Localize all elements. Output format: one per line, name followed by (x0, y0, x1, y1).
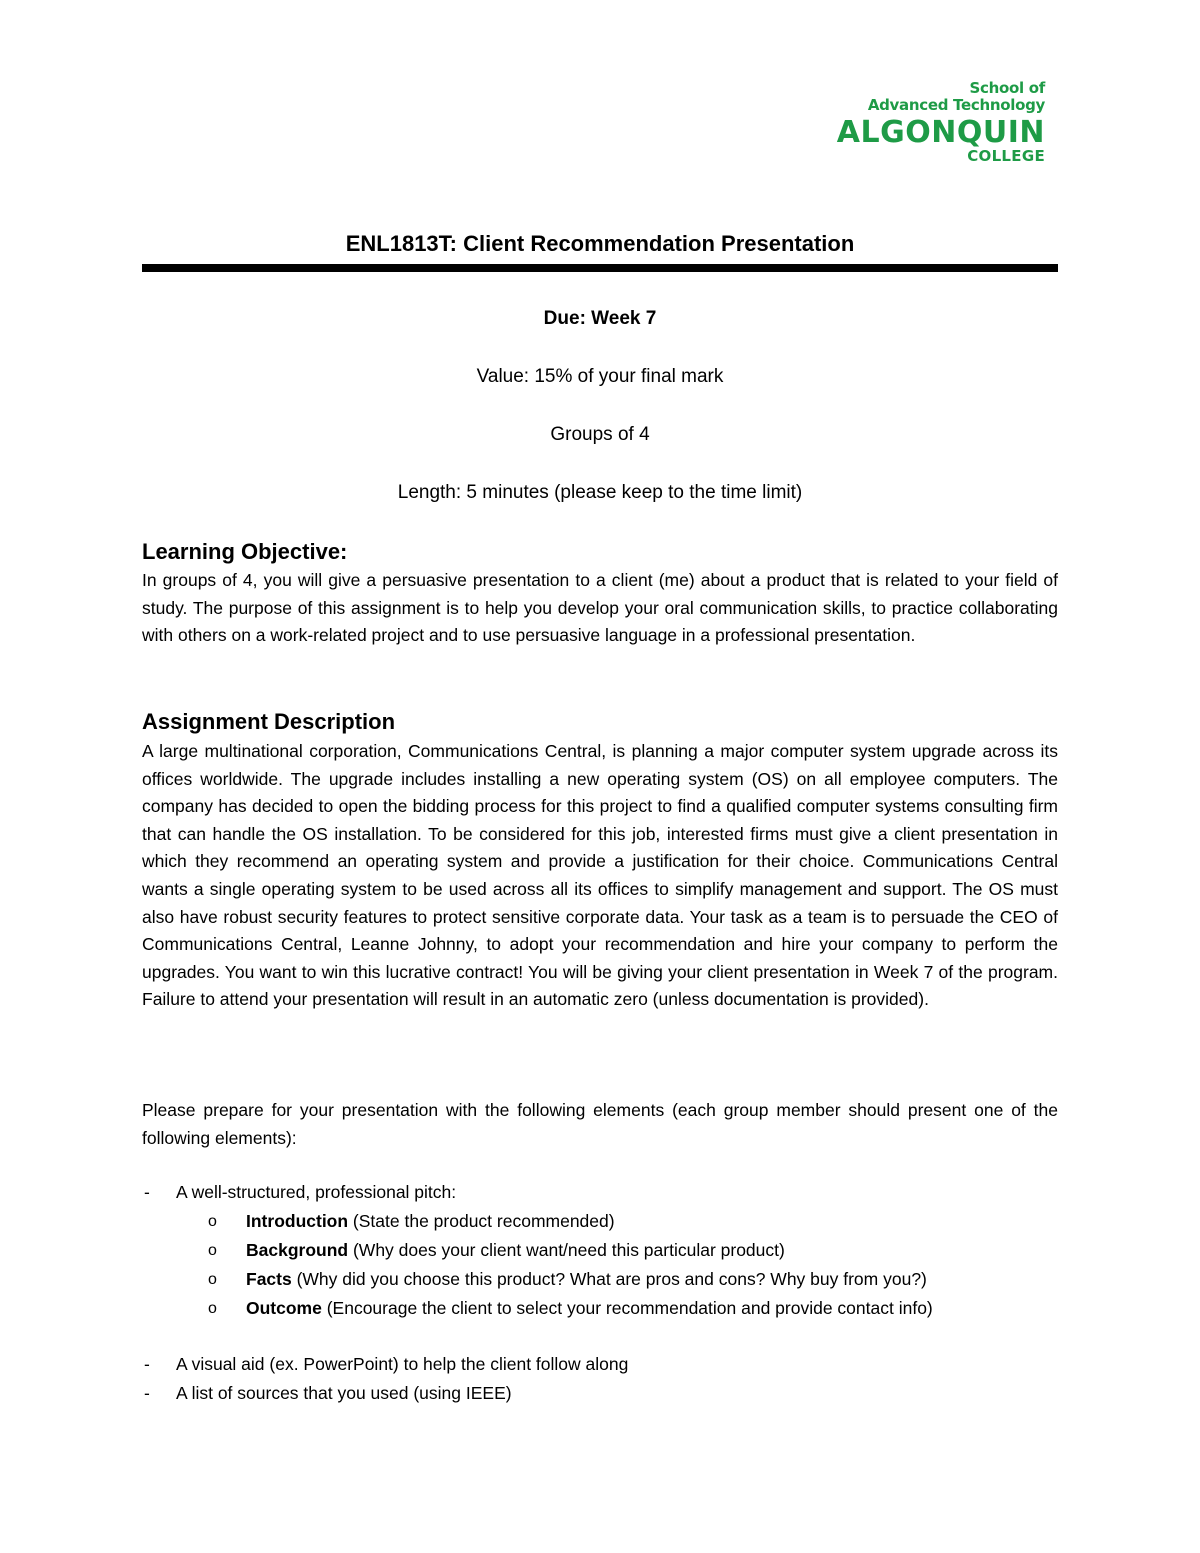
sub-item-desc: (Encourage the client to select your recommendation and provide contact info) (321, 1298, 933, 1318)
sub-list-item (176, 1265, 1058, 1294)
length-info: Length: 5 minutes (please keep to the time limit) (397, 482, 803, 503)
logo-advanced-technology: Advanced Technology (867, 96, 1045, 114)
sub-item-term: Background (246, 1240, 349, 1260)
logo-school-of: School of (969, 79, 1045, 97)
algonquin-college-logo (837, 80, 1045, 164)
title-divider (142, 264, 1058, 272)
learning-objective-heading: Learning Objective: (142, 539, 348, 564)
pitch-sub-list (176, 1207, 1058, 1323)
bullet-icon: o (208, 1242, 217, 1259)
list-item (142, 1350, 1058, 1379)
sub-list-item (176, 1236, 1058, 1265)
logo-algonquin: ALGONQUIN (836, 115, 1045, 150)
prepare-instructions: Please prepare for your presentation with the following elements (each group member should present one of the following elements): (142, 1100, 1058, 1148)
sub-item-desc: (Why does your client want/need this particular product) (348, 1240, 785, 1260)
group-size: Groups of 4 (550, 424, 650, 445)
sub-item-term: Outcome (246, 1298, 322, 1318)
assignment-description-heading: Assignment Description (142, 709, 396, 734)
list-item (142, 1178, 1058, 1323)
learning-objective-body: In groups of 4, you will give a persuasive presentation to a client (me) about a product that is related to your field of study. The purpose of this assignment is to help you develop your oral communication skills, to practice collaborating with others on a work-related project and to use persuasive language in a professional presentation. (142, 570, 1058, 646)
dash-marker: - (144, 1182, 150, 1202)
dash-marker: - (144, 1383, 150, 1403)
bullet-icon: o (208, 1271, 217, 1288)
bullet-icon: o (208, 1300, 217, 1317)
sub-item-term: Introduction (246, 1211, 349, 1231)
sub-list-item (176, 1207, 1058, 1236)
pitch-item: A well-structured, professional pitch: (176, 1182, 457, 1202)
logo-college: COLLEGE (967, 147, 1045, 165)
due-date: Due: Week 7 (543, 308, 657, 329)
document-title: ENL1813T: Client Recommendation Presentation (345, 231, 855, 256)
list-item (142, 1379, 1058, 1408)
value-info: Value: 15% of your final mark (476, 366, 724, 387)
bullet-icon: o (208, 1213, 217, 1230)
sub-item-term: Facts (246, 1269, 292, 1289)
assignment-description-body: A large multinational corporation, Communications Central, is planning a major computer system upgrade across its offices worldwide. The upgrade includes installing a new operating system (OS) on all employee computers. The company has decided to open the bidding process for this project to find a qualified computer systems consulting firm that can handle the OS installation. To be considered for this job, interested firms must give a client presentation in which they recommend an operating system and provide a justification for their choice. Communications Central wants a single operating system to be used across all its offices to simplify management and support. The OS must also have robust security features to protect sensitive corporate data. Your task as a team is to persuade the CEO of Communications Central, Leanne Johnny, to adopt your recommendation and hire your company to perform the upgrades. You want to win this lucrative contract! You will be giving your client presentation in Week 7 of the program. Failure to attend your presentation will result in an automatic zero (unless documentation is provided). (142, 741, 1058, 1010)
dash-marker: - (144, 1354, 150, 1374)
sub-item-desc: (Why did you choose this product? What are pros and cons? Why buy from you?) (291, 1269, 927, 1289)
elements-list-continued (142, 1350, 1058, 1408)
visual-aid-item: A visual aid (ex. PowerPoint) to help the client follow along (176, 1354, 629, 1374)
sub-list-item (176, 1294, 1058, 1323)
elements-list (142, 1178, 1058, 1323)
sources-item: A list of sources that you used (using IEEE) (176, 1383, 512, 1403)
sub-item-desc: (State the product recommended) (348, 1211, 615, 1231)
